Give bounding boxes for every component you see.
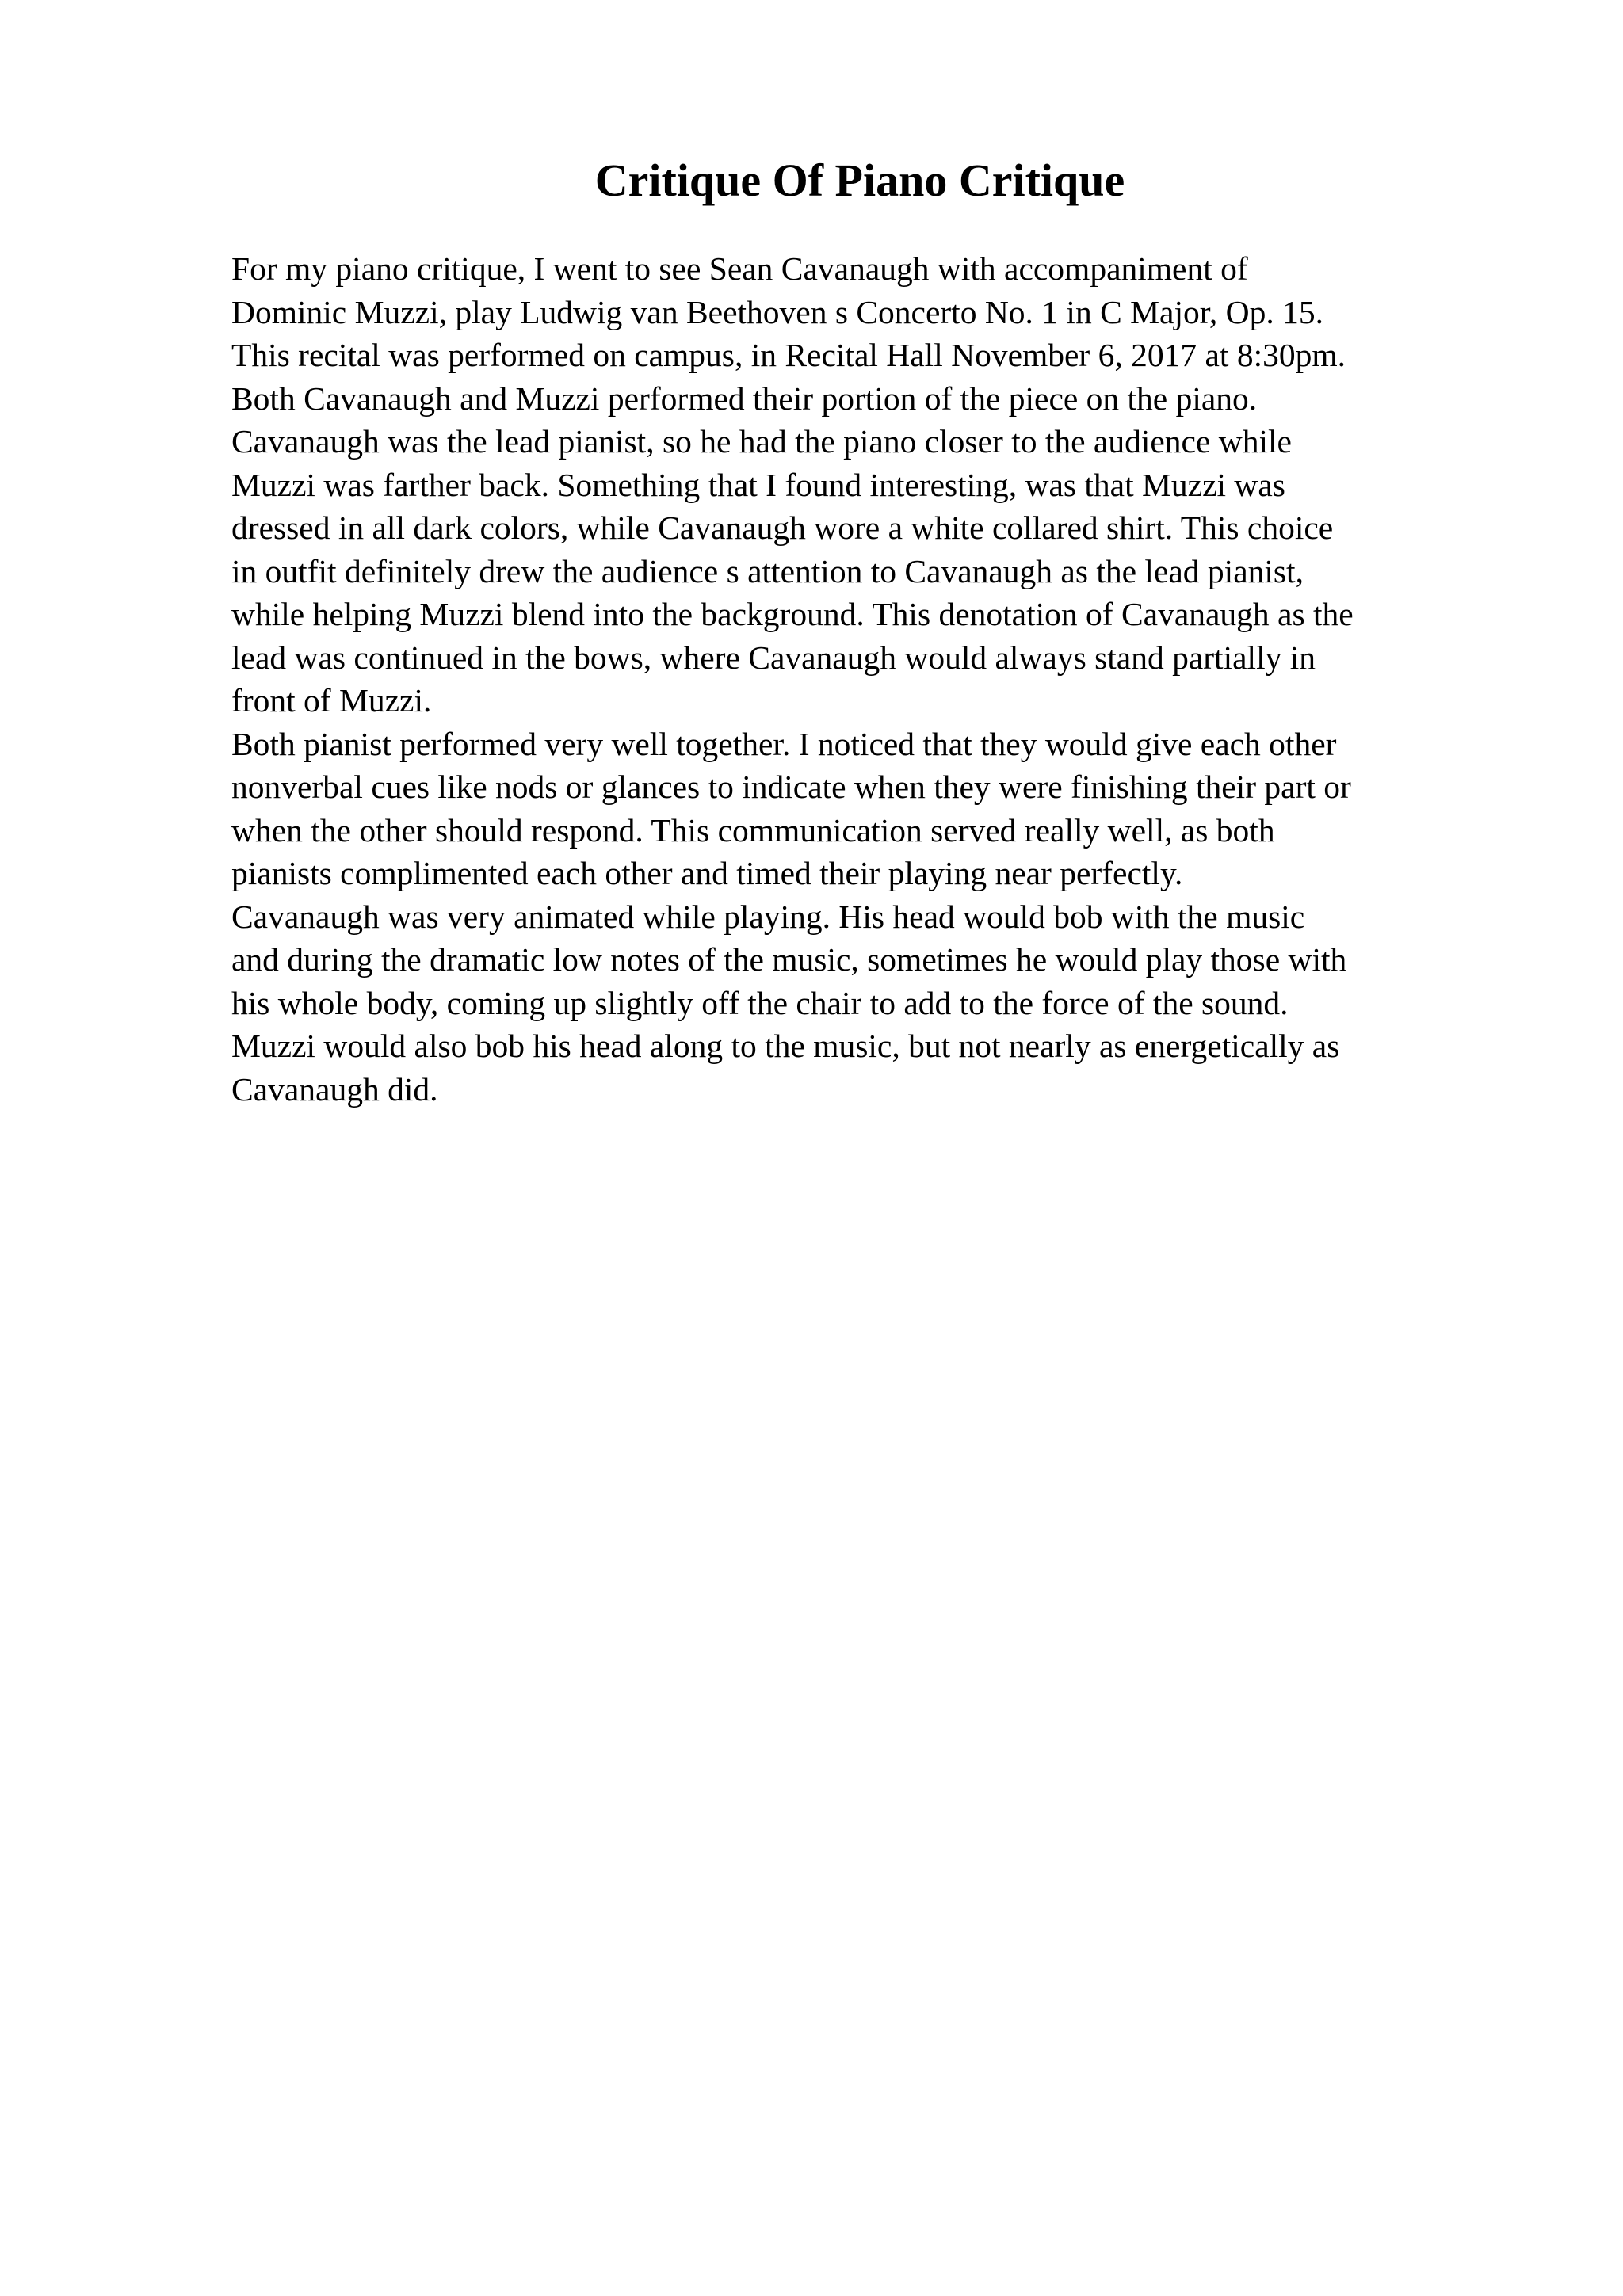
document-title: Critique Of Piano Critique (594, 154, 1125, 206)
body-line: pianists complimented each other and timed their playing near perfectly. (231, 855, 1183, 891)
body-line: Cavanaugh was the lead pianist, so he had the piano closer to the audience while (231, 423, 1292, 460)
body-line: front of Muzzi. (231, 682, 432, 719)
body-line: nonverbal cues like nods or glances to indicate when they were finishing their part or (231, 769, 1351, 805)
body-line: This recital was performed on campus, in Recital Hall November 6, 2017 at 8:30pm. (231, 337, 1346, 373)
body-line: Dominic Muzzi, play Ludwig van Beethoven s Concerto No. 1 in C Major, Op. 15. (231, 293, 1323, 330)
body-line: and during the dramatic low notes of the music, sometimes he would play those with (231, 941, 1347, 978)
body-line: in outfit definitely drew the audience s attention to Cavanaugh as the lead pianist, (231, 552, 1304, 589)
body-line: dressed in all dark colors, while Cavanaugh wore a white collared shirt. This choice (231, 509, 1334, 546)
body-line: Muzzi was farther back. Something that I found interesting, was that Muzzi was (231, 466, 1285, 503)
body-line: lead was continued in the bows, where Cavanaugh would always stand partially in (231, 639, 1316, 676)
body-line: Muzzi would also bob his head along to the music, but not nearly as energetically as (231, 1028, 1340, 1064)
body-line: Cavanaugh did. (231, 1070, 438, 1108)
body-line: while helping Muzzi blend into the background. This denotation of Cavanaugh as the (231, 596, 1354, 632)
body-line: Both pianist performed very well together. I noticed that they would give each other (231, 725, 1337, 762)
body-line: his whole body, coming up slightly off the chair to add to the force of the sound. (231, 984, 1289, 1021)
body-line: For my piano critique, I went to see Sean Cavanaugh with accompaniment of (231, 250, 1248, 287)
body-line: when the other should respond. This communication served really well, as both (231, 811, 1275, 849)
document-body (231, 247, 1515, 1111)
body-line: Cavanaugh was very animated while playing. His head would bob with the music (231, 898, 1305, 935)
body-line: Both Cavanaugh and Muzzi performed their portion of the piece on the piano. (231, 379, 1258, 417)
